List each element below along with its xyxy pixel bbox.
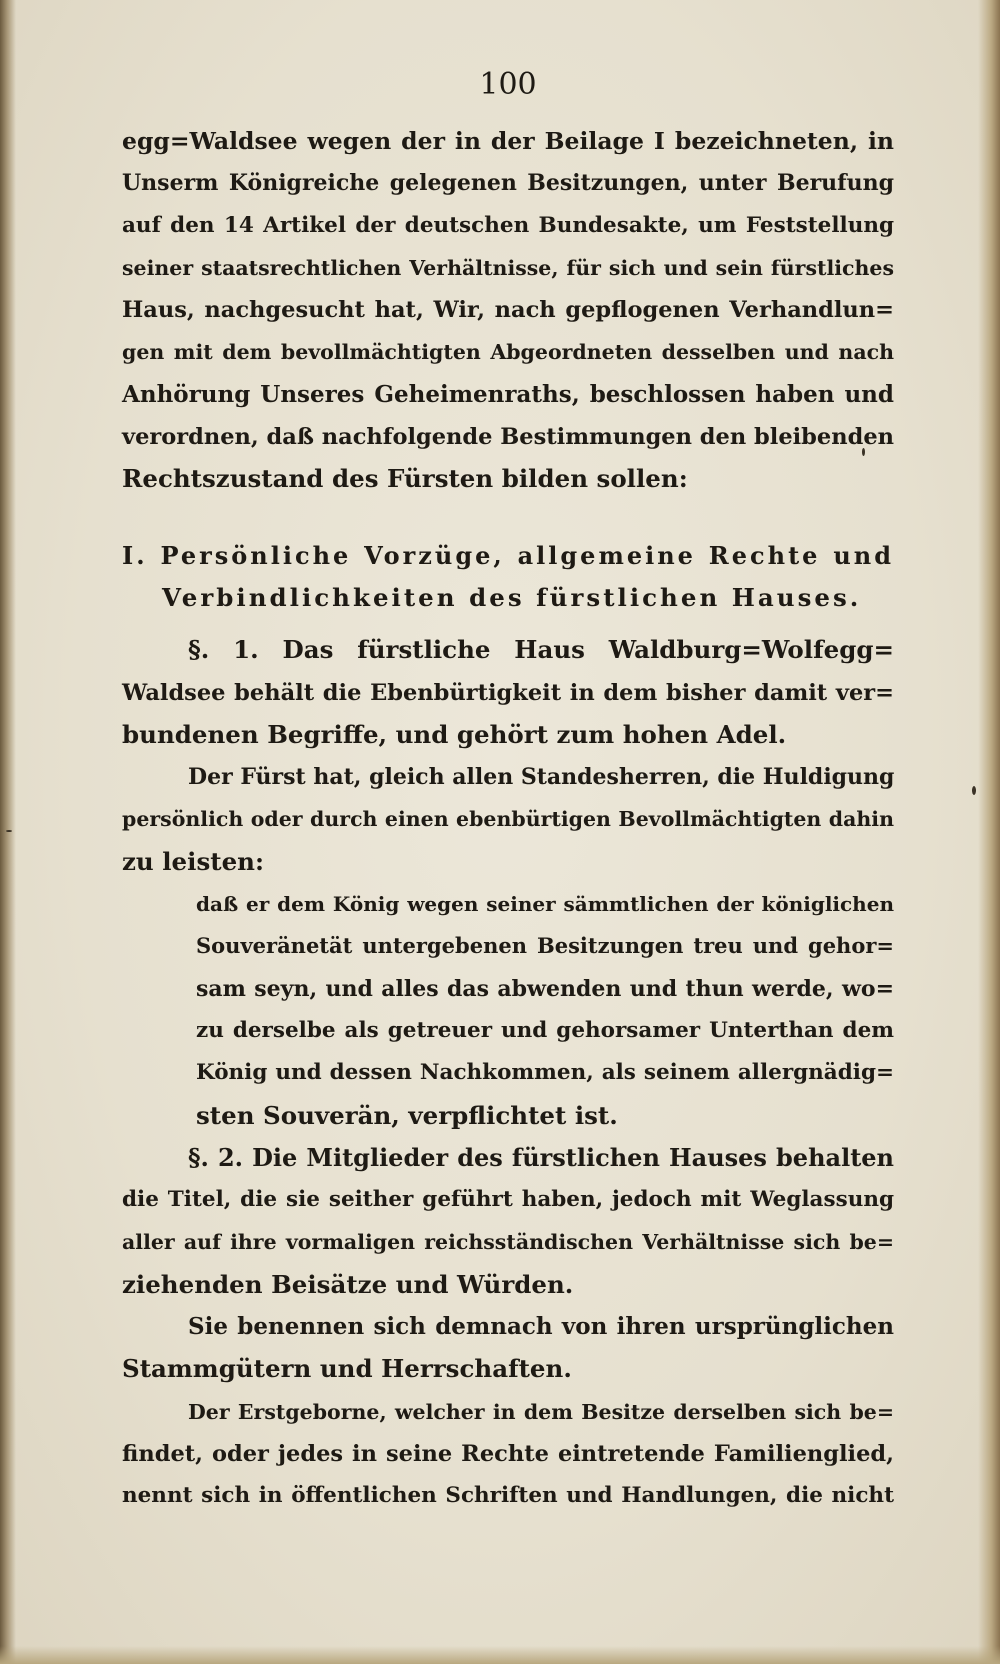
text-line: sam seyn, und alles das abwenden und thun werde, wo= — [196, 975, 894, 1002]
text-line: Der Fürst hat, gleich allen Standesherren, die Huldigung — [188, 764, 895, 791]
section-heading — [122, 535, 894, 620]
text-line: Rechtszustand des Fürsten bilden sollen: — [122, 464, 688, 494]
oath-block — [122, 883, 894, 1137]
text-line: gen mit dem bevollmächtigten Abgeordneten desselben und nach — [122, 340, 894, 365]
text-line: Der Erstgeborne, welcher in dem Besitze derselben sich be= — [188, 1399, 894, 1424]
text-line: Unserm Königreiche gelegenen Besitzungen, unter Berufung — [122, 170, 894, 197]
text-line: Anhörung Unseres Geheimenraths, beschlossen haben und — [122, 380, 894, 408]
page-number: 100 — [479, 67, 537, 102]
text-line: findet, oder jedes in seine Rechte eintretende Familienglied, — [122, 1440, 894, 1467]
text-line: §. 1. Das fürstliche Haus Waldburg=Wolfegg= — [188, 635, 894, 665]
text-line: zu leisten: — [122, 846, 265, 876]
text-line: Haus, nachgesucht hat, Wir, nach gepflogenen Verhandlun= — [122, 297, 894, 324]
text-line: verordnen, daß nachfolgende Bestimmungen den bleibenden — [122, 424, 894, 451]
paragraph-names — [122, 1306, 894, 1391]
text-line: §. 2. Die Mitglieder des fürstlichen Hauses behalten — [188, 1142, 894, 1172]
text-line: daß er dem König wegen seiner sämmtlichen der königlichen — [196, 892, 894, 917]
text-line: Souveränetät untergebenen Besitzungen treu und gehor= — [196, 933, 894, 959]
text-line: Sie benennen sich demnach von ihren ursprünglichen — [188, 1313, 894, 1341]
ink-speck — [972, 786, 976, 795]
text-line: aller auf ihre vormaligen reichsständischen Verhältnisse sich be= — [122, 1230, 894, 1255]
page-text — [122, 58, 894, 1518]
text-line: bundenen Begriffe, und gehört zum hohen Adel. — [122, 719, 787, 749]
text-line: sten Souverän, verpflichtet ist. — [196, 1100, 618, 1130]
page-bottom-edge — [0, 1646, 1000, 1664]
heading-line: I. Persönliche Vorzüge, allgemeine Rechte und — [122, 540, 894, 570]
paragraph-section-2 — [122, 1137, 894, 1306]
text-line: die Titel, die sie seither geführt haben, jedoch mit Weglassung — [122, 1187, 894, 1213]
page-right-edge — [978, 0, 1000, 1664]
intro-paragraph — [122, 120, 894, 501]
text-line: persönlich oder durch einen ebenbürtigen Bevollmächtigten dahin — [122, 807, 894, 832]
text-line: seiner staatsrechtlichen Verhältnisse, für sich und sein fürstliches — [122, 255, 894, 280]
text-line: auf den 14 Artikel der deutschen Bundesakte, um Feststellung — [122, 212, 894, 238]
heading-line: Verbindlichkeiten des fürstlichen Hauses. — [162, 582, 862, 612]
page-left-edge — [0, 0, 16, 1664]
section-gap — [122, 501, 894, 535]
text-line: egg=Waldsee wegen der in der Beilage I bezeichneten, in — [122, 127, 894, 155]
text-line: Waldsee behält die Ebenbürtigkeit in dem bisher damit ver= — [122, 679, 894, 706]
text-line: nennt sich in öffentlichen Schriften und Handlungen, die nicht — [122, 1483, 894, 1509]
paragraph-firstborn — [122, 1391, 894, 1518]
paragraph-section-1 — [122, 629, 894, 756]
ink-speck — [6, 830, 12, 832]
text-line: König und dessen Nachkommen, als seinem allergnädig= — [196, 1060, 894, 1086]
text-line: Stammgütern und Herrschaften. — [122, 1354, 572, 1384]
text-line: ziehenden Beisätze und Würden. — [122, 1269, 574, 1299]
text-line: zu derselbe als getreuer und gehorsamer Unterthan dem — [196, 1017, 894, 1043]
paragraph-homage — [122, 756, 894, 883]
